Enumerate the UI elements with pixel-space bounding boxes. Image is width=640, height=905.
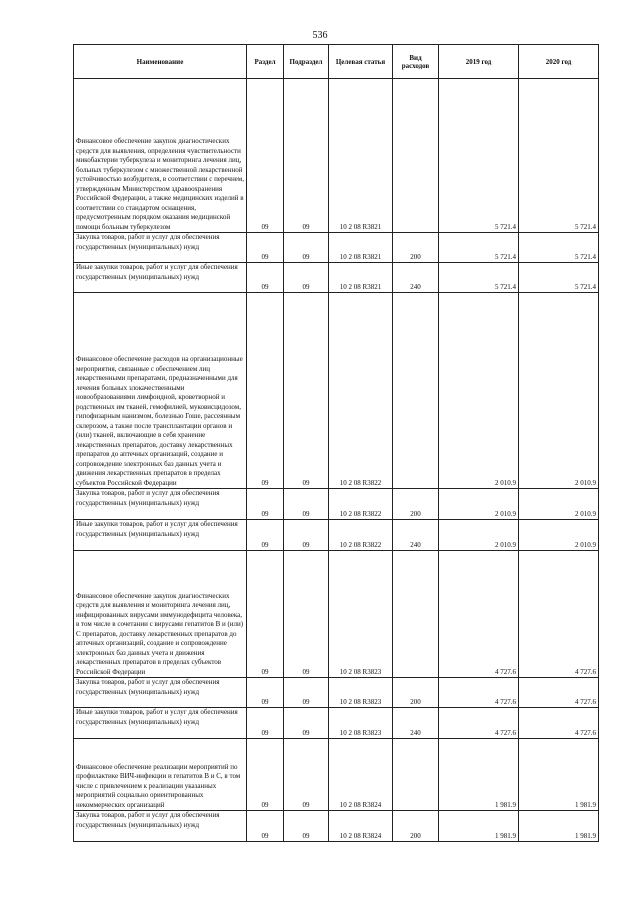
row-article: 10 2 08 R3823 <box>329 708 393 739</box>
row-name: Иные закупки товаров, работ и услуг для обеспечения государственных (муниципальных) нужд <box>74 263 247 293</box>
table-row <box>74 79 599 233</box>
row-name: Закупка товаров, работ и услуг для обеспечения государственных (муниципальных) нужд <box>74 489 247 520</box>
row-podrazdel: 09 <box>284 739 329 811</box>
row-2019: 5 721.4 <box>439 263 519 293</box>
table-row <box>74 489 599 520</box>
header-row <box>74 45 599 79</box>
row-razdel: 09 <box>247 489 284 520</box>
row-podrazdel: 09 <box>284 811 329 842</box>
row-razdel: 09 <box>247 678 284 708</box>
row-razdel: 09 <box>247 233 284 263</box>
row-article: 10 2 08 R3822 <box>329 520 393 551</box>
row-2020: 1 981.9 <box>519 739 599 811</box>
row-podrazdel: 09 <box>284 489 329 520</box>
row-podrazdel: 09 <box>284 708 329 739</box>
row-article: 10 2 08 R3824 <box>329 739 393 811</box>
table-row <box>74 739 599 811</box>
row-2019: 1 981.9 <box>439 739 519 811</box>
row-article: 10 2 08 R3821 <box>329 79 393 233</box>
row-razdel: 09 <box>247 708 284 739</box>
row-2020: 2 010.9 <box>519 520 599 551</box>
row-article: 10 2 08 R3824 <box>329 811 393 842</box>
table-row <box>74 293 599 489</box>
table-row <box>74 520 599 551</box>
col-header-podrazdel: Подраздел <box>284 45 329 79</box>
page-number: 536 <box>312 30 328 41</box>
row-2020: 5 721.4 <box>519 79 599 233</box>
table-row <box>74 551 599 678</box>
col-header-article: Целевая статья <box>329 45 393 79</box>
row-article: 10 2 08 R3821 <box>329 233 393 263</box>
row-2020: 4 727.6 <box>519 708 599 739</box>
row-podrazdel: 09 <box>284 293 329 489</box>
row-podrazdel: 09 <box>284 233 329 263</box>
row-vid: 240 <box>393 520 439 551</box>
row-article: 10 2 08 R3822 <box>329 489 393 520</box>
row-podrazdel: 09 <box>284 263 329 293</box>
col-header-vid: Вид расходов <box>393 45 439 79</box>
row-2019: 4 727.6 <box>439 708 519 739</box>
row-podrazdel: 09 <box>284 551 329 678</box>
row-razdel: 09 <box>247 551 284 678</box>
row-2019: 1 981.9 <box>439 811 519 842</box>
row-2019: 2 010.9 <box>439 293 519 489</box>
row-2019: 2 010.9 <box>439 489 519 520</box>
table-row <box>74 263 599 293</box>
row-article: 10 2 08 R3821 <box>329 263 393 293</box>
row-2019: 4 727.6 <box>439 678 519 708</box>
row-name: Закупка товаров, работ и услуг для обеспечения государственных (муниципальных) нужд <box>74 811 247 842</box>
row-article: 10 2 08 R3822 <box>329 293 393 489</box>
row-vid: 200 <box>393 811 439 842</box>
row-2020: 2 010.9 <box>519 489 599 520</box>
col-header-name: Наименование <box>74 45 247 79</box>
row-2020: 5 721.4 <box>519 233 599 263</box>
row-razdel: 09 <box>247 79 284 233</box>
row-razdel: 09 <box>247 739 284 811</box>
row-vid <box>393 293 439 489</box>
table-row <box>74 233 599 263</box>
row-vid <box>393 551 439 678</box>
row-razdel: 09 <box>247 263 284 293</box>
row-name: Закупка товаров, работ и услуг для обеспечения государственных (муниципальных) нужд <box>74 678 247 708</box>
row-article: 10 2 08 R3823 <box>329 551 393 678</box>
row-name: Закупка товаров, работ и услуг для обеспечения государственных (муниципальных) нужд <box>74 233 247 263</box>
row-vid: 240 <box>393 708 439 739</box>
row-name: Иные закупки товаров, работ и услуг для обеспечения государственных (муниципальных) нужд <box>74 708 247 739</box>
table-row <box>74 678 599 708</box>
col-header-2019: 2019 год <box>439 45 519 79</box>
row-2020: 2 010.9 <box>519 293 599 489</box>
row-vid: 200 <box>393 489 439 520</box>
row-vid: 200 <box>393 678 439 708</box>
row-2020: 4 727.6 <box>519 551 599 678</box>
row-name: Финансовое обеспечение закупок диагностических средств для выявления и мониторинга лечения лиц, инфицированных вирусами иммунодефицита человека, в том числе в сочетании с вирусами гепатитов В и (или) С препаратов, доставку лекарственных препаратов до аптечных организаций, создание и сопровождение электронных баз данных учета и движения лекарственных препаратов в пределах субъектов Российской Федерации <box>74 551 247 678</box>
row-podrazdel: 09 <box>284 678 329 708</box>
table-row <box>74 811 599 842</box>
row-razdel: 09 <box>247 811 284 842</box>
row-2020: 5 721.4 <box>519 263 599 293</box>
row-podrazdel: 09 <box>284 79 329 233</box>
row-2019: 5 721.4 <box>439 233 519 263</box>
row-name: Финансовое обеспечение реализации мероприятий по профилактике ВИЧ-инфекции и гепатитов В и С, в том числе с привлечением к реализации указанных мероприятий социально ориентированных некоммерческих организаций <box>74 739 247 811</box>
row-vid: 240 <box>393 263 439 293</box>
row-razdel: 09 <box>247 293 284 489</box>
row-2020: 1 981.9 <box>519 811 599 842</box>
table-row <box>74 708 599 739</box>
row-2019: 5 721.4 <box>439 79 519 233</box>
row-podrazdel: 09 <box>284 520 329 551</box>
row-2019: 2 010.9 <box>439 520 519 551</box>
col-header-2020: 2020 год <box>519 45 599 79</box>
row-vid: 200 <box>393 233 439 263</box>
row-2019: 4 727.6 <box>439 551 519 678</box>
row-name: Финансовое обеспечение закупок диагностических средств для выявления, определения чувствительности микобактерии туберкулеза и мониторинга лечения лиц, больных туберкулезом с множественной лекарственной устойчивостью возбудителя, в соответствии с перечнем, утвержденным Министерством здравоохранения Российской Федерации, а также медицинских изделий в соответствии со стандартом оснащения, предусмотренным порядком оказания медицинской помощи больным туберкулезом <box>74 79 247 233</box>
row-name: Финансовое обеспечение расходов на организационные мероприятия, связанные с обеспечением лиц лекарственными препаратами, предназначенными для лечения больных злокачественными новообразованиями лимфоидной, кроветворной и родственных им тканей, гемофилией, муковисцидозом, гипофизарным нанизмом, болезнью Гоше, рассеянным склерозом, а также после трансплантации органов и (или) тканей, включающие в себя хранение лекарственных препаратов, доставку лекарственных препаратов до аптечных организаций, создание и сопровождение электронных баз данных учета и движения лекарственных препаратов в пределах субъектов Российской Федерации <box>74 293 247 489</box>
budget-table <box>73 44 599 842</box>
col-header-razdel: Раздел <box>247 45 284 79</box>
row-razdel: 09 <box>247 520 284 551</box>
row-name: Иные закупки товаров, работ и услуг для обеспечения государственных (муниципальных) нужд <box>74 520 247 551</box>
row-vid <box>393 739 439 811</box>
row-2020: 4 727.6 <box>519 678 599 708</box>
row-article: 10 2 08 R3823 <box>329 678 393 708</box>
row-vid <box>393 79 439 233</box>
